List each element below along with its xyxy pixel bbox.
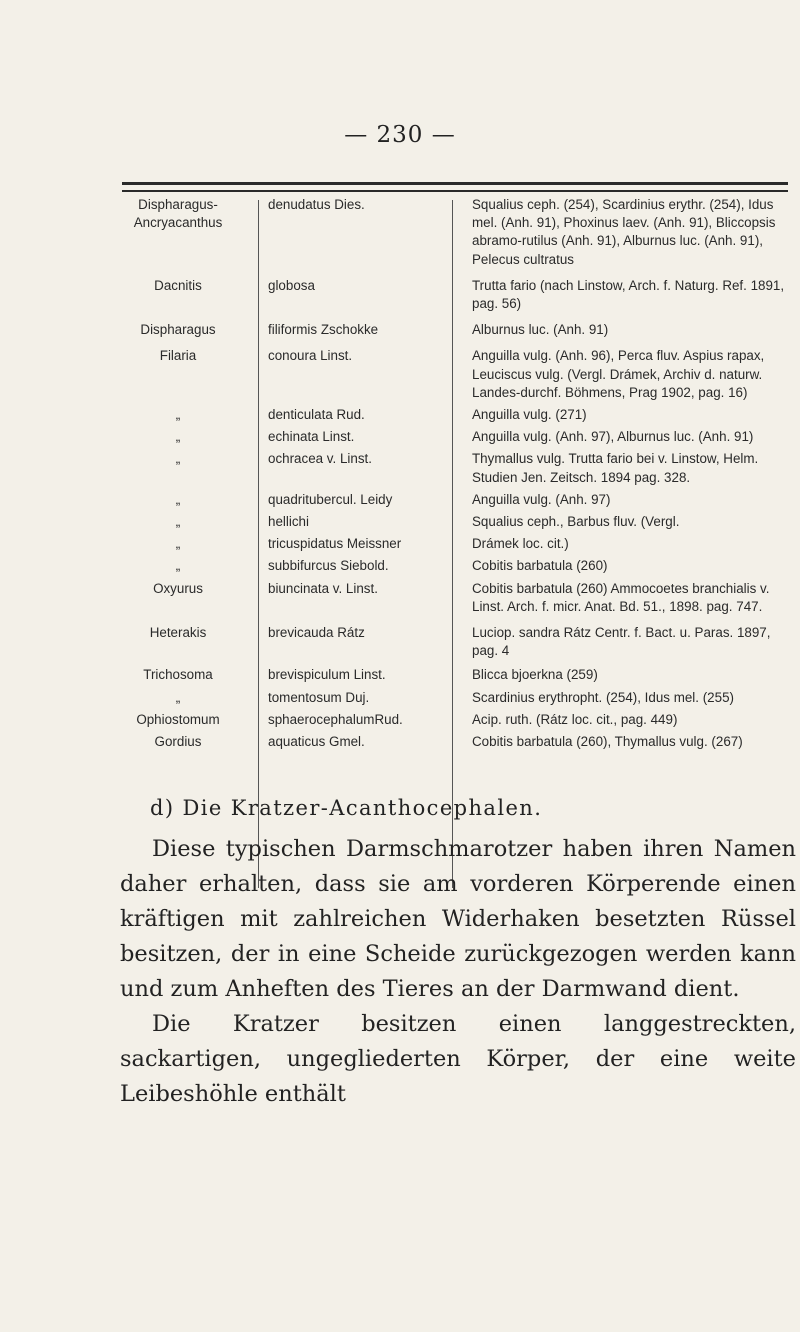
- host-cell: Trutta fario (nach Linstow, Arch. f. Naturg. Ref. 1891, pag. 56): [472, 277, 785, 312]
- genus-cell: „: [175, 407, 181, 423]
- genus-cell: Heterakis: [149, 625, 207, 641]
- host-cell: Squalius ceph. (254), Scardinius erythr. (254), Idus mel. (Anh. 91), Phoxinus laev. (Anh. 91), Bliccopsis abramo-rutilus (Anh. 91), Alburnus luc. (Anh. 91), Pelecus cultratus: [472, 197, 776, 267]
- genus-cell: „: [175, 429, 181, 445]
- table-row: [108, 733, 798, 751]
- host-cell: Anguilla vulg. (Anh. 96), Perca fluv. Aspius rapax, Leuciscus vulg. (Vergl. Drámek, Archiv d. naturw. Landes-durchf. Böhmens, Prag 1902, pag. 16): [472, 348, 765, 400]
- page-number: — 230 —: [344, 122, 456, 148]
- species-cell: brevicauda Rátz: [268, 625, 365, 641]
- genus-cell: Filaria: [159, 348, 197, 364]
- species-cell: tricuspidatus Meissner: [268, 536, 402, 552]
- genus-cell: „: [175, 536, 181, 552]
- table-row: [108, 666, 798, 684]
- table-row: [108, 624, 798, 660]
- host-cell: Squalius ceph., Barbus fluv. (Vergl.: [472, 514, 680, 530]
- table-top-rule: [122, 182, 788, 185]
- host-cell: Luciop. sandra Rátz Centr. f. Bact. u. Paras. 1897, pag. 4: [472, 625, 771, 659]
- host-cell: Acip. ruth. (Rátz loc. cit., pag. 449): [472, 711, 678, 727]
- host-cell: Scardinius erythropht. (254), Idus mel. (255): [472, 689, 734, 705]
- paragraph: Diese typischen Darmschmarotzer haben ihren Namen daher erhalten, dass sie am vorderen Körperende einen kräftigen mit zahlreichen Widerhaken besetzten Rüssel besitzen, der in eine Scheide zurückgezogen werden kann und zum Anheften des Tieres an der Darmwand dient.: [120, 836, 796, 1002]
- table-row: [108, 428, 798, 446]
- host-cell: Thymallus vulg. Trutta fario bei v. Linstow, Helm. Studien Jen. Zeitsch. 1894 pag. 328.: [472, 451, 759, 485]
- genus-cell: „: [175, 491, 181, 507]
- host-cell: Cobitis barbatula (260) Ammocoetes branchialis v. Linst. Arch. f. micr. Anat. Bd. 51., 1898. pag. 747.: [472, 580, 770, 614]
- table-row: [108, 450, 798, 486]
- host-cell: Alburnus luc. (Anh. 91): [472, 322, 609, 338]
- species-cell: hellichi: [268, 514, 309, 530]
- species-cell: quadritubercul. Leidy: [268, 491, 393, 507]
- species-cell: brevispiculum Linst.: [268, 667, 386, 683]
- table-row: [108, 711, 798, 729]
- genus-cell: Dispharagus: [140, 322, 216, 338]
- table-row: [108, 406, 798, 424]
- genus-cell: „: [175, 689, 181, 705]
- host-cell: Anguilla vulg. (271): [472, 407, 587, 423]
- column-divider: [452, 200, 453, 888]
- table-row: [108, 321, 798, 339]
- species-cell: sphaerocephalumRud.: [268, 711, 403, 727]
- host-cell: Blicca bjoerkna (259): [472, 667, 598, 683]
- species-cell: denticulata Rud.: [268, 407, 365, 423]
- genus-cell: Oxyurus: [153, 580, 203, 596]
- species-cell: ochracea v. Linst.: [268, 451, 372, 467]
- species-cell: tomentosum Duj.: [268, 689, 370, 705]
- table-row: [108, 196, 798, 269]
- genus-cell: Ophiostomum: [136, 711, 220, 727]
- host-cell: Anguilla vulg. (Anh. 97): [472, 491, 611, 507]
- species-cell: aquaticus Gmel.: [268, 734, 365, 750]
- table-row: [108, 347, 798, 402]
- species-cell: echinata Linst.: [268, 429, 355, 445]
- table-row: [108, 580, 798, 616]
- table-row: [108, 513, 798, 531]
- species-cell: denudatus Dies.: [268, 197, 365, 212]
- table-row: [108, 277, 798, 313]
- genus-cell: „: [175, 558, 181, 574]
- parasite-host-table: [108, 196, 798, 751]
- genus-cell: „: [175, 514, 181, 530]
- genus-cell: „: [175, 451, 181, 467]
- species-cell: subbifurcus Siebold.: [268, 558, 389, 574]
- genus-cell: Dacnitis: [154, 277, 202, 293]
- host-cell: Cobitis barbatula (260), Thymallus vulg. (267): [472, 734, 743, 750]
- host-cell: Anguilla vulg. (Anh. 97), Alburnus luc. (Anh. 91): [472, 429, 754, 445]
- section-heading: d) Die Kratzer-Acanthocephalen.: [150, 796, 543, 820]
- host-cell: Drámek loc. cit.): [472, 536, 569, 552]
- genus-cell: Dispharagus- Ancryacanthus: [133, 197, 223, 231]
- host-cell: Cobitis barbatula (260): [472, 558, 608, 574]
- table-row: [108, 535, 798, 553]
- species-cell: globosa: [268, 277, 315, 293]
- paragraph: Die Kratzer besitzen einen langgestreckten, sackartigen, ungegliederten Körper, der eine weite Leibeshöhle enthält: [120, 1011, 796, 1107]
- genus-cell: Gordius: [154, 734, 202, 750]
- table-row: [108, 557, 798, 575]
- table-row: [108, 689, 798, 707]
- species-cell: filiformis Zschokke: [268, 322, 379, 338]
- column-divider: [258, 200, 259, 888]
- table-row: [108, 491, 798, 509]
- species-cell: conoura Linst.: [268, 348, 353, 364]
- body-text: [120, 832, 796, 1112]
- species-cell: biuncinata v. Linst.: [268, 580, 378, 596]
- table-top-rule-thin: [122, 190, 788, 192]
- genus-cell: Trichosoma: [143, 667, 213, 683]
